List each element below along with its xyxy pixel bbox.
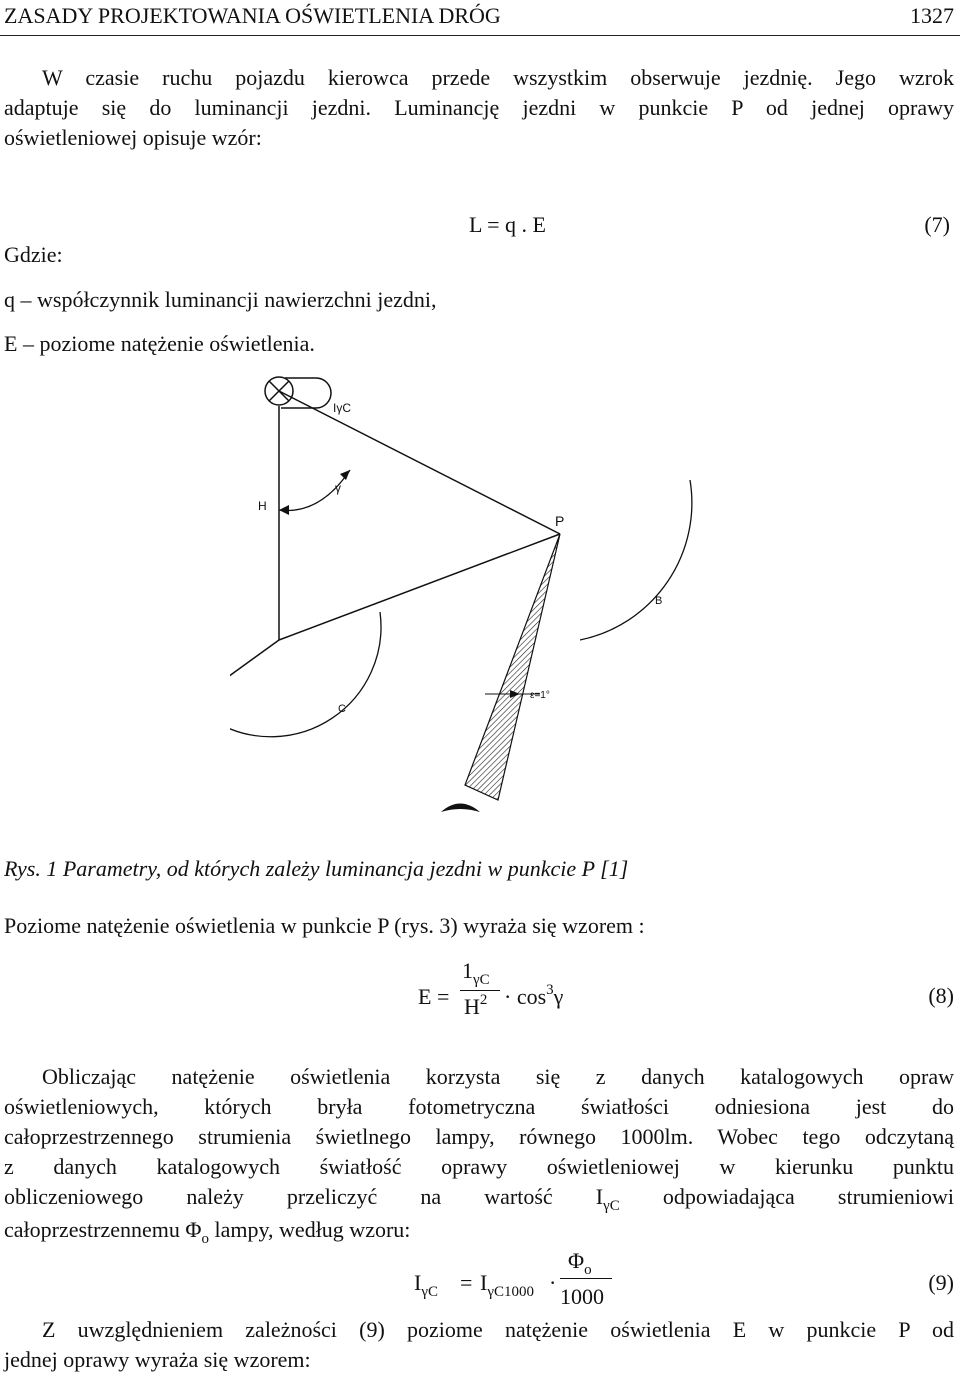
para3-line-3: całoprzestrzennego strumienia świetlnego lampy, równego 1000lm. Wobec tego odczytaną [4,1124,954,1149]
para3-line-4: z danych katalogowych światłość oprawy oświetleniowej w kierunku punktu [4,1154,954,1179]
where-e-definition: E – poziome natężenie oświetlenia. [4,331,315,356]
figure-caption: Rys. 1 Parametry, od których zależy luminancja jezdni w punkcie P [1] [4,856,629,881]
where-q-definition: q – współczynnik luminancji nawierzchni jezdni, [4,287,437,312]
header-rule [0,35,960,36]
label-p: P [555,513,565,529]
label-intensity: IγC [333,401,352,415]
running-header-title: ZASADY PROJEKTOWANIA OŚWIETLENIA DRÓG [4,3,501,28]
eq8-cos-term: · $\cos^3\gamma$ [504,982,564,1009]
eq9-equals: = [460,1270,473,1295]
eq9-lhs: $I_{\gamma C}$ [414,1270,438,1300]
eq8-numerator: $1_{\gamma C}$ [462,958,490,988]
para3-line-5: obliczeniowego należy przeliczyć na wartość $I_{\gamma C}$ odpowiadająca strumieniowi [4,1184,954,1214]
label-b: B [655,595,663,607]
road-axis-line [230,640,279,700]
eq9-rhs-intensity: $I_{\gamma C1000}$ [480,1270,534,1300]
observer-beam [465,534,560,800]
paragraph-horizontal-illuminance: Poziome natężenie oświetlenia w punkcie P (rys. 3) wyraża się wzorem : [4,913,645,938]
light-ray-to-p [279,391,560,534]
eye-icon [441,804,480,813]
page-number: 1327 [910,3,954,28]
para3-line-2: oświetleniowych, których bryła fotometryczna światłości odniesiona jest do [4,1094,954,1119]
figure-luminance-parameters [230,365,750,835]
label-c: C [338,703,346,715]
eq8-lhs: E = [418,984,450,1009]
eq8-denominator: $H^2$ [464,992,488,1019]
para3-line-1: Obliczając natężenie oświetlenia korzysta się z danych katalogowych opraw [42,1064,954,1089]
gamma-arrow-right [340,470,350,480]
equation-8-number: (8) [928,983,954,1008]
para4-line-2: jednej oprawy wyraża się wzorem: [4,1347,311,1372]
eq9-numerator: $\Phi_o$ [568,1248,592,1278]
equation-8 [410,958,630,1028]
label-gamma: γ [335,481,341,495]
intro-paragraph [4,63,954,153]
eq9-dot: · [549,1270,557,1295]
where-label: Gdzie: [4,242,63,267]
equation-9 [410,1248,630,1316]
intro-line-1: W czasie ruchu pojazdu kierowca przede wszystkim obserwuje jezdnię. Jego wzrok [42,65,954,90]
paragraph-catalog-data [4,1062,954,1248]
intro-line-2: adaptuje się do luminancji jezdni. Luminancję jezdni w punkcie P od jednej oprawy [4,95,954,120]
eq9-fraction-bar [560,1278,612,1279]
eq8-fraction-bar [460,990,500,991]
eq9-denominator: 1000 [560,1284,604,1309]
para4-line-1: Z uwzględnieniem zależności (9) poziome natężenie oświetlenia E w punkcie P od [42,1317,954,1342]
paragraph-final [4,1315,954,1375]
angle-b-arc [580,480,692,640]
label-epsilon: ε=1° [530,690,550,701]
para3-line-6: całoprzestrzennemu $\Phi_o$ lampy, według wzoru: [4,1217,411,1247]
equation-7: L = q . E [469,212,546,237]
gamma-arrow-left [279,505,289,515]
label-h: H [258,499,267,513]
equation-7-number: (7) [924,212,950,237]
ground-line [279,534,560,640]
intro-line-3: oświetleniowej opisuje wzór: [4,125,262,150]
equation-9-number: (9) [928,1270,954,1295]
